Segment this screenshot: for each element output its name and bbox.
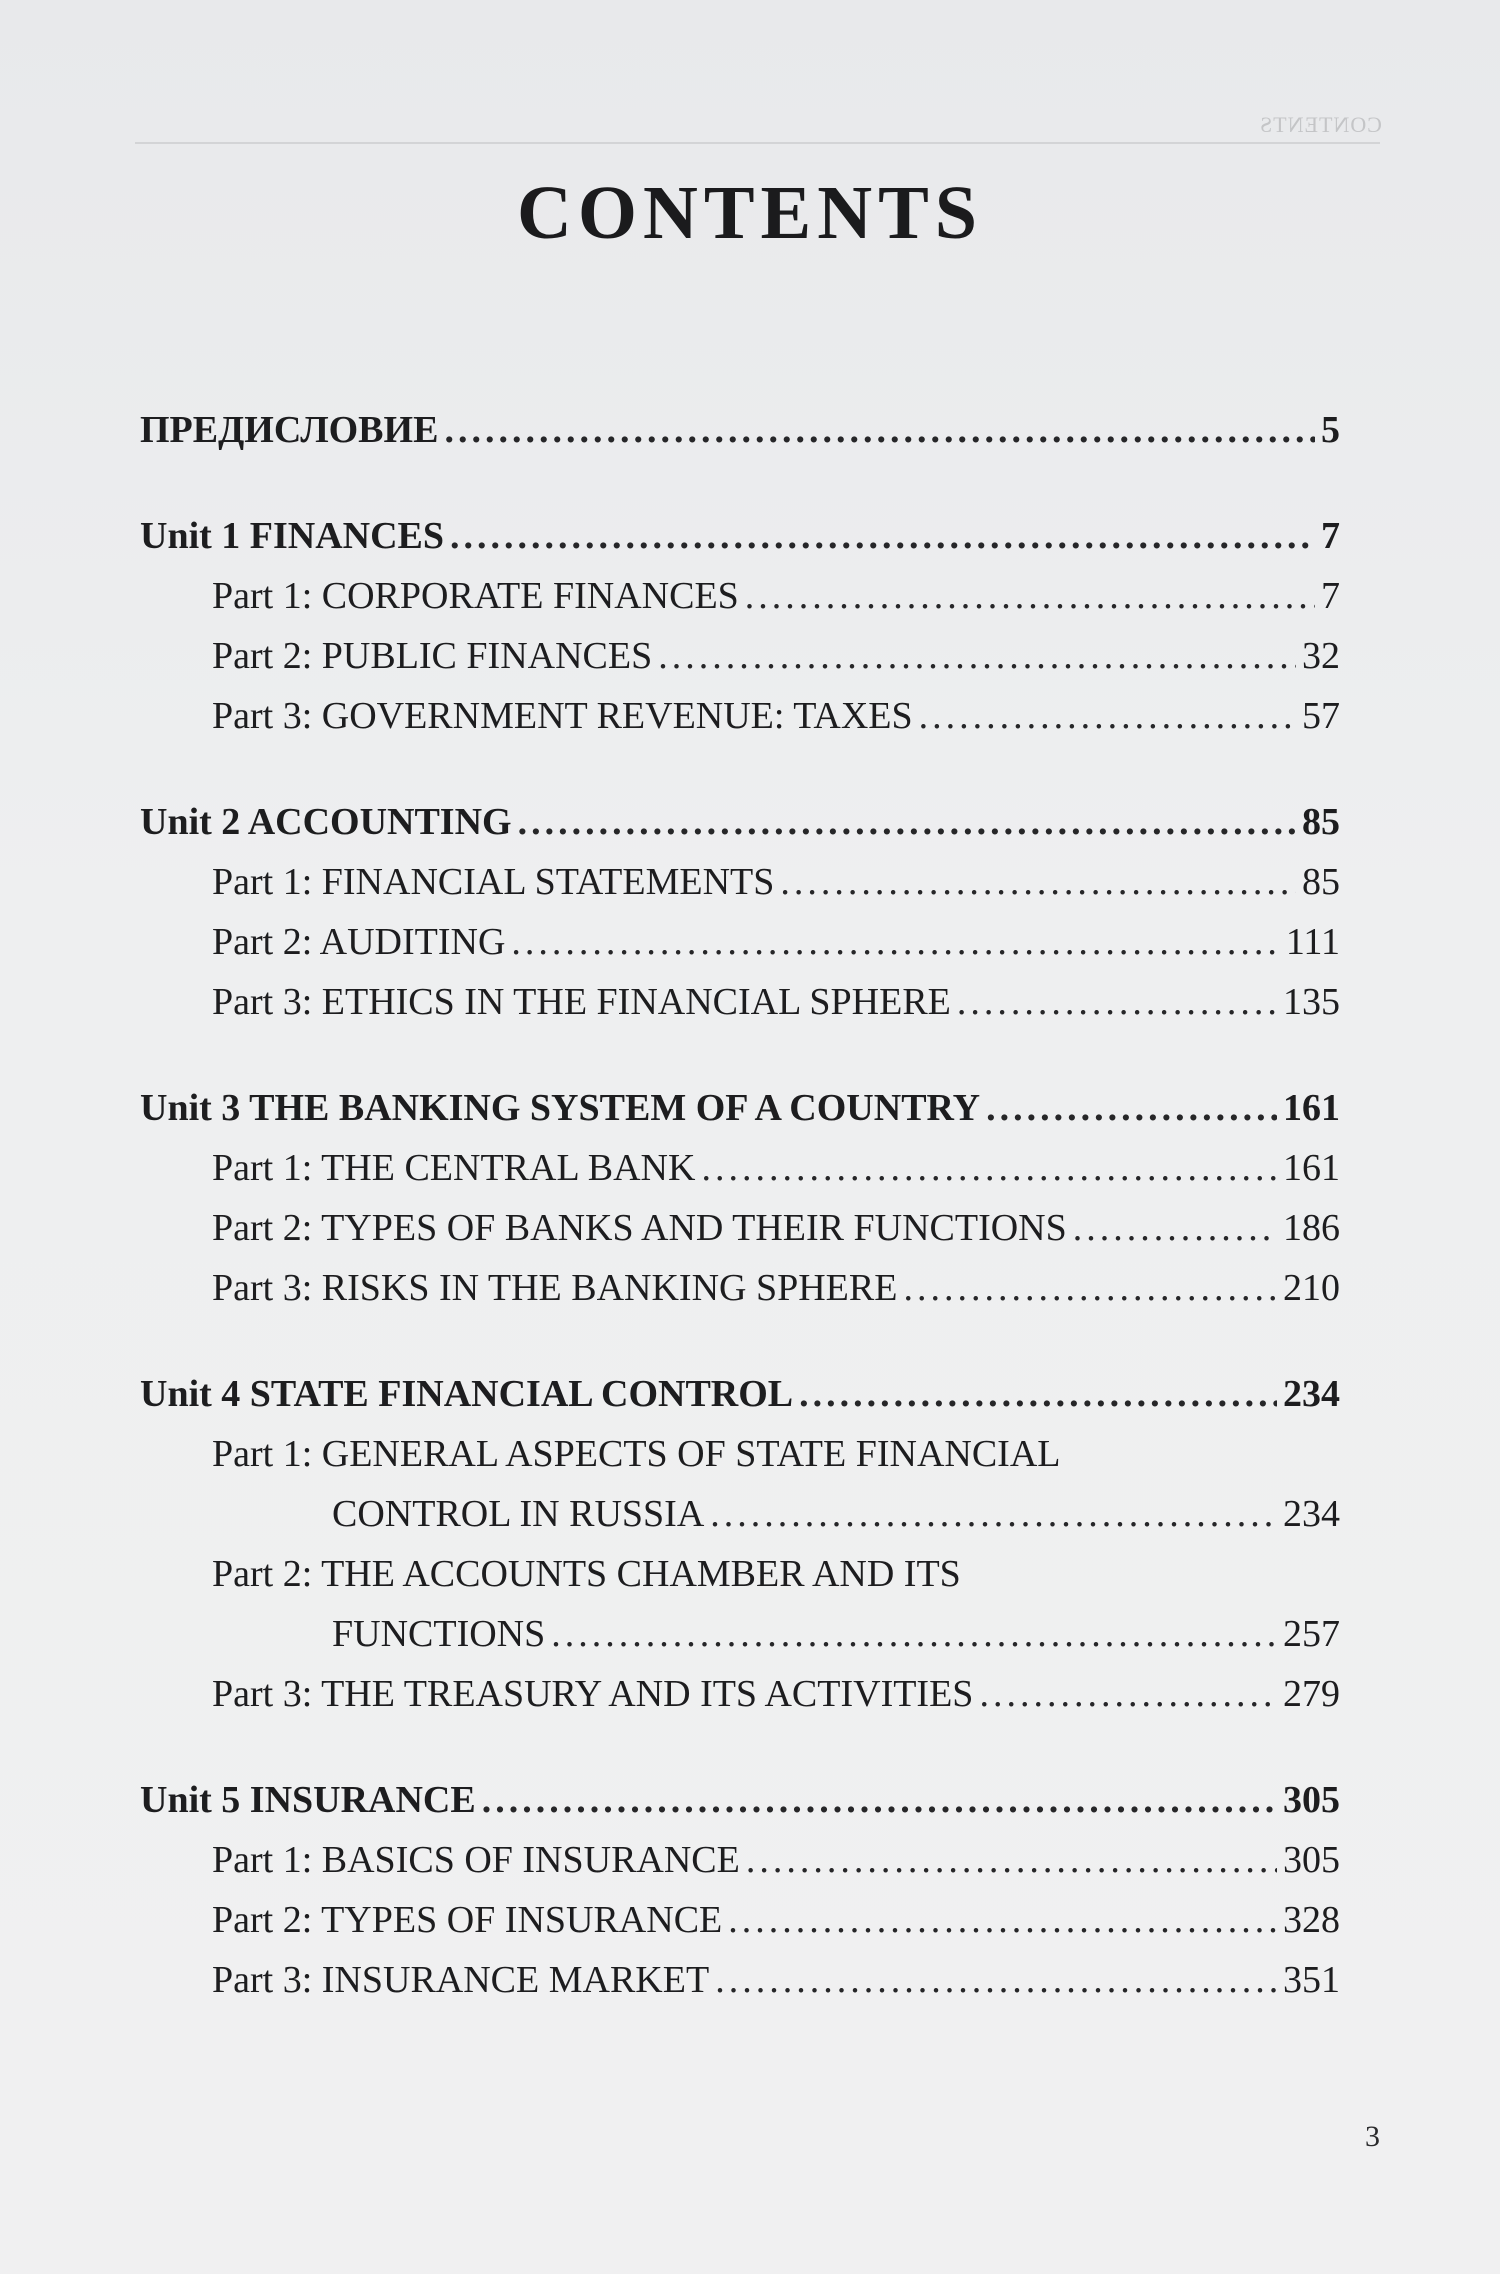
toc-entry[interactable] (140, 1198, 1340, 1258)
leader-dots (745, 566, 1315, 626)
entry-label: Part 1: CORPORATE FINANCES (212, 575, 739, 617)
toc-unit-4 (140, 1364, 1340, 1724)
entry-label: Part 1: GENERAL ASPECTS OF STATE FINANCIAL (212, 1433, 1061, 1475)
entry-page: 85 (1302, 801, 1340, 843)
toc-entry[interactable] (140, 1830, 1340, 1890)
entry-page: 5 (1321, 409, 1340, 451)
entry-label: Unit 5 INSURANCE (140, 1779, 476, 1821)
leader-dots (551, 1604, 1277, 1664)
entry-label: Unit 3 THE BANKING SYSTEM OF A COUNTRY (140, 1087, 981, 1129)
entry-page: 305 (1283, 1779, 1340, 1821)
entry-page: 85 (1302, 861, 1340, 903)
toc-unit-3 (140, 1078, 1340, 1318)
leader-dots (450, 506, 1315, 566)
entry-label: Part 1: THE CENTRAL BANK (212, 1147, 696, 1189)
entry-page: 328 (1283, 1899, 1340, 1941)
entry-continuation (140, 1604, 1340, 1664)
leader-dots (715, 1950, 1277, 2010)
entry-page: 7 (1321, 515, 1340, 557)
entry-page: 351 (1283, 1959, 1340, 2001)
entry-label: Part 2: AUDITING (212, 921, 506, 963)
leader-dots (658, 626, 1296, 686)
leader-dots (728, 1890, 1277, 1950)
entry-label: Part 3: THE TREASURY AND ITS ACTIVITIES (212, 1673, 974, 1715)
entry-label: Part 3: RISKS IN THE BANKING SPHERE (212, 1267, 898, 1309)
leader-dots (710, 1484, 1277, 1544)
leader-dots (986, 1078, 1277, 1138)
entry-label: Part 1: FINANCIAL STATEMENTS (212, 861, 775, 903)
toc-entry[interactable] (140, 972, 1340, 1032)
toc-unit-1 (140, 506, 1340, 746)
toc-entry[interactable] (140, 1544, 1340, 1664)
toc-entry[interactable] (140, 912, 1340, 972)
entry-page: 234 (1283, 1493, 1340, 1535)
leader-dots (701, 1138, 1277, 1198)
entry-page: 186 (1283, 1207, 1340, 1249)
toc-unit-5 (140, 1770, 1340, 2010)
entry-label: ПРЕДИСЛОВИЕ (140, 409, 439, 451)
toc-entry[interactable] (140, 792, 1340, 852)
toc-unit-2 (140, 792, 1340, 1032)
entry-page: 135 (1283, 981, 1340, 1023)
entry-continuation (140, 1484, 1340, 1544)
entry-page: 305 (1283, 1839, 1340, 1881)
entry-label: Part 2: TYPES OF BANKS AND THEIR FUNCTIONS (212, 1207, 1067, 1249)
leader-dots (799, 1364, 1277, 1424)
toc-entry[interactable] (140, 506, 1340, 566)
toc-entry[interactable] (140, 400, 1340, 460)
toc-preface (140, 400, 1340, 460)
leader-dots (903, 1258, 1277, 1318)
toc-entry[interactable] (140, 1138, 1340, 1198)
entry-label-cont: CONTROL IN RUSSIA (332, 1493, 705, 1535)
leader-dots (511, 912, 1279, 972)
toc-entry[interactable] (140, 1664, 1340, 1724)
leader-dots (780, 852, 1296, 912)
toc-entry[interactable] (140, 566, 1340, 626)
entry-page: 161 (1283, 1087, 1340, 1129)
entry-label: Part 2: THE ACCOUNTS CHAMBER AND ITS (212, 1553, 961, 1595)
page-title: CONTENTS (516, 171, 984, 255)
entry-label: Unit 4 STATE FINANCIAL CONTROL (140, 1373, 794, 1415)
entry-label-cont: FUNCTIONS (332, 1613, 546, 1655)
entry-label: Part 3: ETHICS IN THE FINANCIAL SPHERE (212, 981, 951, 1023)
table-of-contents (140, 400, 1340, 2056)
entry-label: Part 3: INSURANCE MARKET (212, 1959, 710, 2001)
entry-label: Part 2: TYPES OF INSURANCE (212, 1899, 723, 1941)
entry-page: 7 (1321, 575, 1340, 617)
toc-entry[interactable] (140, 1364, 1340, 1424)
toc-entry[interactable] (140, 1424, 1340, 1544)
leader-dots (1073, 1198, 1277, 1258)
entry-label: Unit 2 ACCOUNTING (140, 801, 512, 843)
entry-page: 210 (1283, 1267, 1340, 1309)
leader-dots (746, 1830, 1277, 1890)
leader-dots (957, 972, 1277, 1032)
leader-dots (919, 686, 1296, 746)
leader-dots (518, 792, 1296, 852)
toc-entry[interactable] (140, 626, 1340, 686)
toc-entry[interactable] (140, 1078, 1340, 1138)
entry-page: 279 (1283, 1673, 1340, 1715)
entry-label: Part 1: BASICS OF INSURANCE (212, 1839, 740, 1881)
entry-page: 111 (1285, 921, 1340, 963)
toc-entry[interactable] (140, 852, 1340, 912)
toc-entry[interactable] (140, 1258, 1340, 1318)
entry-page: 234 (1283, 1373, 1340, 1415)
entry-page: 57 (1302, 695, 1340, 737)
entry-page: 32 (1302, 635, 1340, 677)
entry-label: Part 2: PUBLIC FINANCES (212, 635, 653, 677)
running-head: CONTENTS (1259, 112, 1382, 137)
page-number: 3 (1365, 2120, 1380, 2153)
toc-entry[interactable] (140, 1950, 1340, 2010)
leader-dots (444, 400, 1315, 460)
header-rule (135, 142, 1380, 144)
entry-page: 161 (1283, 1147, 1340, 1189)
entry-label: Unit 1 FINANCES (140, 515, 445, 557)
toc-entry[interactable] (140, 1770, 1340, 1830)
entry-page: 257 (1283, 1613, 1340, 1655)
leader-dots (482, 1770, 1277, 1830)
toc-entry[interactable] (140, 1890, 1340, 1950)
leader-dots (979, 1664, 1277, 1724)
toc-entry[interactable] (140, 686, 1340, 746)
entry-label: Part 3: GOVERNMENT REVENUE: TAXES (212, 695, 913, 737)
